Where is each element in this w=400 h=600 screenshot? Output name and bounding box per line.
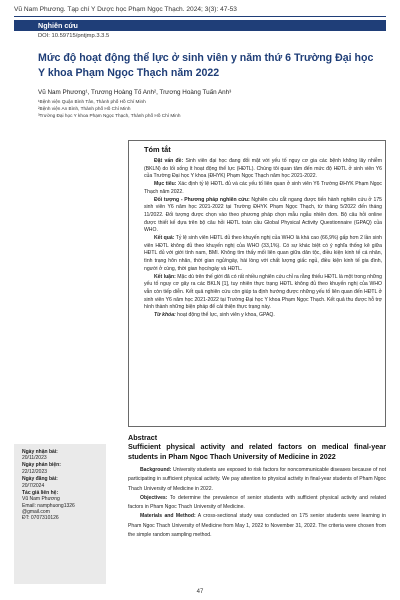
article-title: Mức độ hoạt động thể lực ở sinh viên y năm thứ 6 Trường Đại học Y khoa Phạm Ngọc Thạch năm 2022 [38,52,374,79]
affiliation-2: ²Bệnh viện An Bình, Thành phố Hồ Chí Minh [38,106,131,111]
article-info-sidebar [14,444,106,584]
page-number: 47 [196,589,204,595]
corresponding-author-label: Tác giả liên hệ: [22,490,59,497]
affiliation-1: ¹Bệnh viện Quận Bình Tân, Thành phố Hồ Chí Minh [38,99,146,104]
corresponding-author-name: Vũ Nam Phương [22,496,60,503]
reviewed-label: Ngày phản biện: [22,462,61,469]
author-email-domain[interactable]: @gmail.com [22,508,50,515]
received-label: Ngày nhận bài: [22,448,58,455]
reviewed-date: 22/12/2023 [22,468,48,475]
abstract-en-background: Background: University students are exposed to risk factors for noncommunicable diseases because of not participating in sufficient physical activity. We pay attention to physical activity in final-year students of Pham Ngoc Thach University of Medicine in 2022. [128,467,386,492]
abstract-keywords: Từ khóa: hoạt động thể lực, sinh viên y khoa, GPAQ. [154,312,275,319]
abstract-en-heading: Abstract [128,433,158,442]
abstract-background: Đặt vấn đề: Sinh viên đại học đang đối mặt với yếu tố nguy cơ gia các bệnh không lây nhiễm (BKLN) do lối sống ít hoạt động thể lực (HĐTL). Chúng tôi quan tâm đến mức độ HĐTL ở sinh viên Y6 của Trường Đại học Y khoa (ĐHYK) Phạm Ngọc Thạch năm học 2021-2022. [144,158,382,180]
abstract-en-objectives: Objectives: To determine the prevalence of senior students with sufficient physical activity and related factors in Pham Ngoc Thach University of Medicine. [128,494,386,511]
abstract-en-title: Sufficient physical activity and related factors on medical final-year students in Pham Ngoc Thach University of Medicine in 2022 [128,442,386,461]
journal-header: Vũ Nam Phương. Tạp chí Y Dược học Phạm Ngọc Thạch. 2024; 3(3): 47-53 [14,6,237,13]
abstract-en-body [128,466,386,540]
header-rule [14,16,386,17]
abstract-vi-body [144,158,382,320]
author-email[interactable]: Email: namphuong1326 [22,502,75,509]
abstract-methods: Đối tượng - Phương pháp nghiên cứu: Nghiên cứu cắt ngang được tiến hành nghiên cứu ở 175 sinh viên Y6 năm học 2021-2022 tại Trường ĐHYK Phạm Ngọc Thạch, từ tháng 5/2022 đến tháng 11/2022. Đối tượng được chọn vào theo phương pháp chọn mẫu ngẫu nhiên đơn. Bộ câu hỏi online được thiết kế dựa trên bộ câu hỏi HĐTL toàn cầu Global Physical Activity Questionnaire (GPAQ) của WHO. [144,196,382,234]
abstract-results: Kết quả: Tỷ lệ sinh viên HĐTL đủ theo khuyến nghị của WHO là khá cao (66,9%) gấp hơn 2 lần sinh viên HĐTL không đủ theo khuyến nghị của WHO (33,1%). Có sự khác biệt có ý nghĩa thống kê giữa HĐTL đủ với giới tính nam, BMI. Không tìm thấy mối liên quan giữa dân tộc, điều kiện kinh tế cá nhân, tình trạng hôn nhân, thời gian ngủ/ngày, hài lòng với chất lượng giấc ngủ, điều kiện kinh tế gia đình, người ở cùng, thời gian học/ngày và HĐTL. [144,235,382,272]
accepted-date: 20/7/2024 [22,482,45,489]
affiliation-3: ³Trường Đại học Y khoa Phạm Ngọc Thạch, Thành phố Hồ Chí Minh [38,113,181,118]
doi-link[interactable]: DOI: 10.59715/pntjmp.3.3.5 [38,33,110,39]
abstract-objectives: Mục tiêu: Xác định tỷ lệ HĐTL đủ và các yếu tố liên quan ở sinh viên Y6 Trường ĐHYK Phạm Ngọc Thạch năm 2022. [144,181,382,195]
abstract-en-methods: Materials and Method: A cross-sectional study was conducted on 175 senior students were learning in Pham Ngoc Thach University of Medicine from May 1, 2022 to November 31, 2022. The criteria were chosen from the simple random sampling method. [128,513,386,539]
received-date: 20/11/2023 [22,454,47,461]
abstract-conclusion: Kết luận: Mặc dù trên thế giới đã có rất nhiều nghiên cứu chỉ ra rằng thiếu HĐTL là một trong những yếu tố nguy cơ gây ra các BKLN [1], tuy nhiên thực trạng HĐTL không đủ theo khuyến nghị của WHO vẫn còn tiếp diễn. Kết quả nghiên cứu còn giúp ta định hướng được những yếu tố liên quan đến HĐTL ở sinh viên Y6 năm học 2021-2022 tại Trường Đại học Y khoa Phạm Ngọc Thạch. Kết quả thu được hỗ trợ hình thành những biện pháp để cải thiện thực trạng này. [144,273,383,311]
authors: Vũ Nam Phương¹, Trương Hoàng Tố Anh², Trương Hoàng Tuấn Anh³ [38,89,232,96]
section-label: Nghiên cứu [14,20,386,31]
accepted-label: Ngày đăng bài: [22,476,58,483]
author-phone: ĐT: 0707310126 [22,515,59,522]
abstract-vi-heading: Tóm tắt [144,145,171,154]
